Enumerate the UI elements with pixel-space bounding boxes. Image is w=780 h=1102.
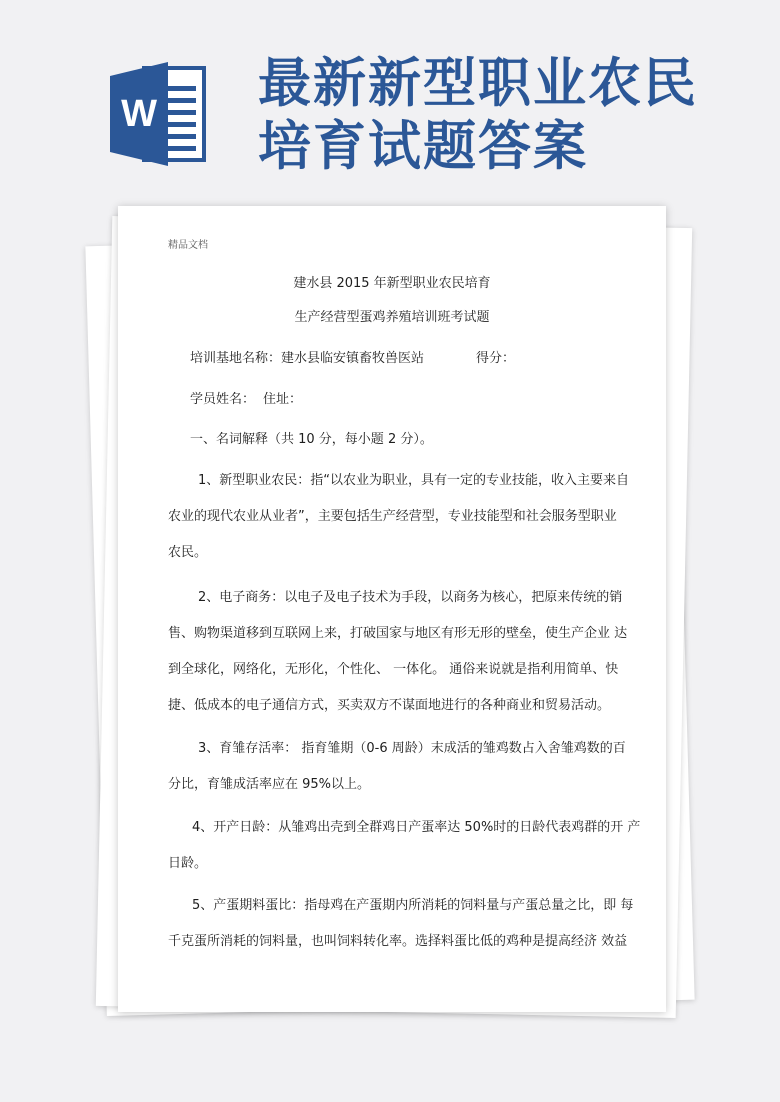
- word-icon: [110, 62, 206, 166]
- q5-line: 5、产蛋期料蛋比：指母鸡在产蛋期内所消耗的饲料量与产蛋总量之比，即 每: [192, 898, 634, 913]
- doc-title-line2: 生产经营型蛋鸡养殖培训班考试题: [294, 310, 490, 325]
- q5-line: 千克蛋所消耗的饲料量，也叫饲料转化率。选择料蛋比低的鸡种是提高经济 效益: [168, 934, 628, 949]
- banner-title-line2: 培育试题答案: [258, 116, 588, 177]
- doc-label: 精品文档: [168, 240, 208, 251]
- header-banner: [0, 0, 780, 200]
- student-name-field: 学员姓名：: [190, 392, 256, 407]
- q2-line: 2、电子商务：以电子及电子技术为手段，以商务为核心，把原来传统的销: [198, 590, 623, 605]
- banner-title-line1: 最新新型职业农民: [258, 53, 698, 114]
- banner-title: [258, 52, 698, 178]
- address-field: 住址：: [263, 392, 303, 407]
- document-content: [118, 206, 666, 1012]
- q2-line: 捷、低成本的电子通信方式，买卖双方不谋面地进行的各种商业和贸易活动。: [168, 698, 611, 713]
- q2-line: 到全球化，网络化，无形化，个性化、 一体化。 通俗来说就是指利用简单、快: [168, 662, 619, 677]
- q1-line: 农业的现代农业从业者”，主要包括生产经营型，专业技能型和社会服务型职业: [168, 509, 617, 524]
- base-name-field: 培训基地名称：建水县临安镇畜牧兽医站: [190, 351, 425, 366]
- q4-line: 日龄。: [168, 856, 208, 871]
- q1-line: 农民。: [168, 545, 208, 560]
- document-page: [118, 206, 666, 1012]
- q1-line: 1、新型职业农民：指“以农业为职业，具有一定的专业技能，收入主要来自: [198, 473, 630, 488]
- section-heading: 一、名词解释（共 10 分，每小题 2 分）。: [190, 432, 433, 447]
- q2-line: 售、购物渠道移到互联网上来，打破国家与地区有形无形的壁垒，使生产企业 达: [168, 626, 628, 641]
- q4-line: 4、开产日龄：从雏鸡出壳到全群鸡日产蛋率达 50%时的日龄代表鸡群的开 产: [192, 820, 641, 835]
- score-field: 得分：: [476, 351, 516, 366]
- q3-line: 分比，育雏成活率应在 95%以上。: [168, 777, 371, 792]
- doc-title-line1: 建水县 2015 年新型职业农民培育: [293, 276, 491, 291]
- q3-line: 3、育雏存活率： 指育雏期（0-6 周龄）末成活的雏鸡数占入舍雏鸡数的百: [198, 741, 626, 756]
- word-icon-letter: W: [121, 93, 157, 135]
